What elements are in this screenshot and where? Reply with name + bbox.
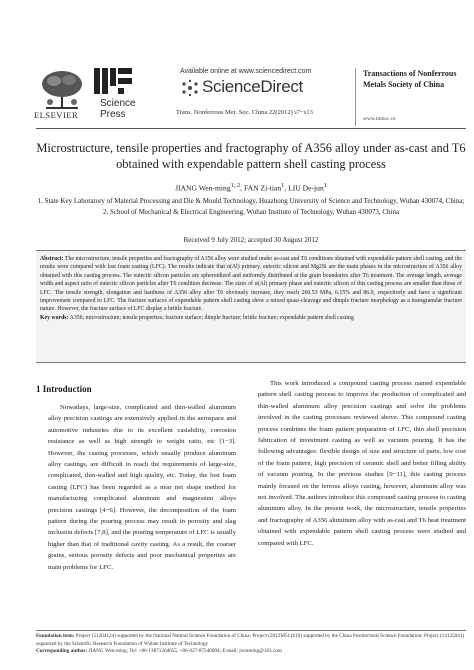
- corresponding-label: Corresponding author:: [36, 648, 88, 654]
- footnote-divider: [36, 630, 466, 631]
- affiliation-1: 1. State Key Laboratory of Material Processing and Die & Mould Technology, Huazhong University of Science and Technology, Wuhan 430074, China;: [37, 197, 465, 205]
- foundation-label: Foundation item:: [36, 633, 75, 639]
- keywords-label: Key words:: [40, 314, 69, 321]
- abstract-paragraph: [40, 255, 462, 314]
- footnote: [36, 633, 466, 656]
- available-online-text: Available online at www.sciencedirect.com: [180, 68, 312, 75]
- article-affiliations: [36, 196, 466, 218]
- keywords-text: A356; microstructure; tensile properties; fracture surface; dimple fracture; brittle fracture; expendable pattern shell casting: [69, 314, 354, 321]
- journal-title: Transactions of Nonferrous Metals Society of China: [363, 69, 457, 89]
- keywords-paragraph: [40, 314, 462, 322]
- intro-right-column: This work introduced a compound casting process named expendable pattern shell casting process to improve the production of complicated and thin-walled aluminum alloy precision castings and solve the problems involved in the casting processes reviewed above. This compound casting process combines the foam pattern preparation of LFC, thin shell precision fabrication of investment casting as well as vacuum pouring. It has the following advantages: flexible design of size and structure of parts, low cost of the foam pattern, high precision of ceramic shell and better filling ability of vacuum pouring. In the previous studies [9−11], this casting process mainly focused on the ferrous alloys casting, however, aluminum alloy was not involved. The authors introduce this compound casting process to casting aluminum alloy. In the present work, the microstructure, tensile properties and fractography of A356 aluminum alloy with as-cast and T6 heat treatment obtained with expendable pattern shell casting process were studied and compared with LFC.: [258, 380, 466, 547]
- received-dates: Received 9 July 2012; accepted 30 August 2012: [183, 236, 319, 244]
- article-title: Microstructure, tensile properties and fractography of A356 alloy under as-cast and T6 obtained with expendable pattern shell casting process: [36, 141, 466, 171]
- affiliation-2: 2. School of Mechanical & Electrical Engineering, Wuhan Institute of Technology, Wuhan 430073, China: [102, 208, 400, 216]
- foundation-note: [36, 633, 466, 648]
- abstract-text: The microstructure, tensile properties and fractography of A356 alloy were studied under as-cast and T6 conditions obtained with expendable pattern shell casting, and the results were compared with lost foam casting (LFC). The results indicate that α(Al) primary, eutectic silicon and Mg2Si are the main phases in the microstructure of A356 alloy obtained with this casting process. The eutectic silicon particles are spheroidized and uniformly distributed at the grain boundaries after T6 treatment. The average length, average width and aspect ratio of eutectic silicon particles after T6 condition decrease. The sizes of α(Al) primary phase and eutectic silicon of this casting process are smaller than those of LFC. The tensile strength, elongation and hardness of A356 alloy after T6 obviously increase, they reach 260.53 MPa, 6.15% and 86.0, respectively and have a significant improvement compared to LFC. The fracture surfaces of expendable pattern shell casting show a mixed quasi-cleavage and dimple fracture morphology as a transgranular fracture nature. However, the fracture surface of LFC display a brittle fracture.: [40, 256, 462, 313]
- article-authors: JIANG Wen-ming$^{1, 2}$, FAN Zi-tian$^1$, LIU De-jun$^1$: [175, 182, 327, 193]
- section-heading: 1 Introduction: [36, 384, 92, 394]
- corresponding-text: JIANG Wen-ming; Tel: +86-13871264655, +86-027-87540094; E-mail: jwmming@163.com: [88, 648, 282, 654]
- intro-left-column: Nowadays, large-size, complicated and thin-walled aluminum alloy precision castings are extensively applied in the aerospace and automotive industries due to its excellent castability, corrosion resistance as well as high strength to weight ratio, etc [1−3]. However, the casting processes, which usually produce aluminum alloy castings, are difficult to reach the requirements of large-size, complicated, thin-walled and high quality, etc. Today, the lost foam casting (LFC) has been regarded as a near net shape method for manufacturing complicated aluminum and magnesium alloys precision castings [4−6]. However, the decomposition of the foam pattern during the pouring process may result in porosity and slag inclusion defects [7,8], and the pouring temperature of LFC is usually higher than that of traditional cavity casting. As a result, the coarser grains, serious porosity defects and poor mechanical properties are main problems for LFC.: [48, 404, 236, 571]
- sciencedirect-icon: [180, 78, 200, 98]
- abstract-box: [36, 250, 466, 363]
- abstract-label: Abstract:: [40, 256, 64, 262]
- science-press-wordmark: Science Press: [100, 98, 136, 120]
- journal-url[interactable]: www.tnmsc.cn: [363, 116, 396, 122]
- elsevier-wordmark: ELSEVIER: [34, 110, 79, 120]
- journal-title-box: [355, 68, 465, 126]
- sciencedirect-wordmark: ScienceDirect: [202, 77, 303, 96]
- journal-header: [0, 0, 474, 128]
- journal-citation: Trans. Nonferrous Met. Soc. China 22(2012) s7−s13: [176, 109, 313, 116]
- header-divider: [36, 128, 466, 129]
- corresponding-note: [36, 648, 466, 656]
- elsevier-tree-logo: [36, 68, 88, 112]
- foundation-text: Project (51204124) supported by the National Natural Science Foundation of China; Project (2012M511610) supported by the China Postdoctoral Science Foundation; Project (14125041) supported by the Scientific Research Foundation of Wuhan Institute of Technology: [36, 633, 465, 647]
